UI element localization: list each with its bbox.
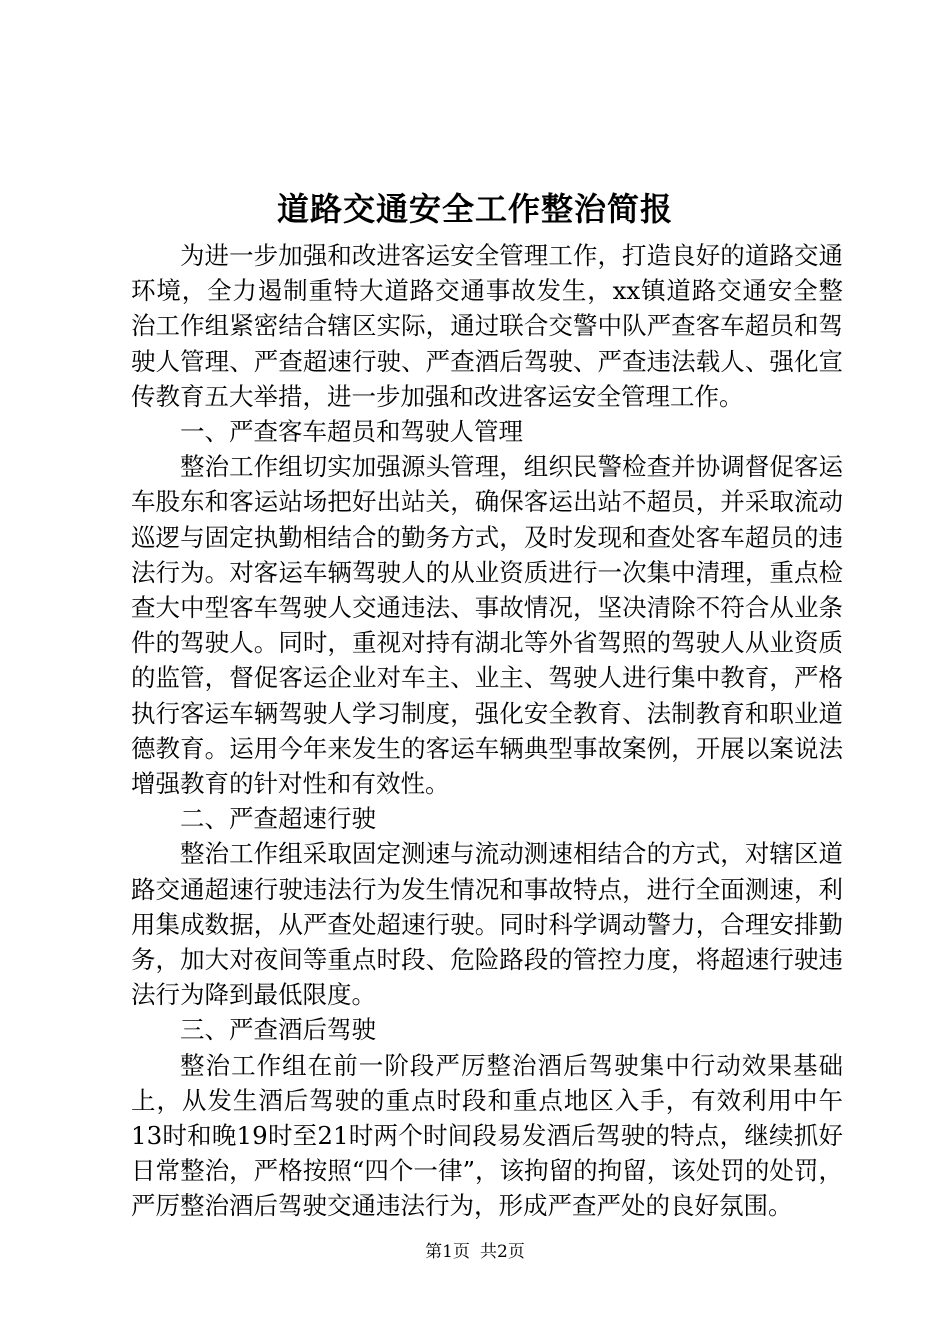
section-heading-1: 一、严查客车超员和驾驶人管理 [180,417,523,447]
section-paragraph-2: 整治工作组采取固定测速与流动测速相结合的方式，对辖区道路交通超速行驶违法行为发生情况和事故特点，进行全面测速，利用集成数据，从严查处超速行驶。同时科学调动警力，合理安排勤务，加大对夜间等重点时段、危险路段的管控力度，将超速行驶违法行为降到最低限度。 [131,839,843,1010]
section-heading-2: 二、严查超速行驶 [180,804,376,834]
page-total: 共2页 [480,1242,525,1262]
section-paragraph-1: 整治工作组切实加强源头管理，组织民警检查并协调督促客运车股东和客运站场把好出站关，确保客运出站不超员，并采取流动巡逻与固定执勤相结合的勤务方式，及时发现和查处客车超员的违法行为。对客运车辆驾驶人的从业资质进行一次集中清理，重点检查大中型客车驾驶人交通违法、事故情况，坚决清除不符合从业条件的驾驶人。同时，重视对持有湖北等外省驾照的驾驶人从业资质的监管，督促客运企业对车主、业主、驾驶人进行集中教育，严格执行客运车辆驾驶人学习制度，强化安全教育、法制教育和职业道德教育。运用今年来发生的客运车辆典型事故案例，开展以案说法增强教育的针对性和有效性。 [131,452,843,799]
section-heading-3: 三、严查酒后驾驶 [180,1015,376,1045]
section-paragraph-3: 整治工作组在前一阶段严厉整治酒后驾驶集中行动效果基础上，从发生酒后驾驶的重点时段和重点地区入手，有效利用中午13时和晚19时至21时两个时间段易发酒后驾驶的特点，继续抓好日常整治，严格按照“四个一律”，该拘留的拘留，该处罚的处罚，严厉整治酒后驾驶交通违法行为，形成严查严处的良好氛围。 [131,1050,843,1221]
document-title: 道路交通安全工作整治简报 [276,190,673,228]
page-footer [0,1240,950,1264]
document-body [131,238,843,1224]
page-number: 第1页 [425,1242,470,1262]
intro-paragraph: 为进一步加强和改进客运安全管理工作，打造良好的道路交通环境，全力遏制重特大道路交通事故发生，xx镇道路交通安全整治工作组紧密结合辖区实际，通过联合交警中队严查客车超员和驾驶人管理、严查超速行驶、严查酒后驾驶、严查违法载人、强化宣传教育五大举措，进一步加强和改进客运安全管理工作。 [131,241,843,411]
